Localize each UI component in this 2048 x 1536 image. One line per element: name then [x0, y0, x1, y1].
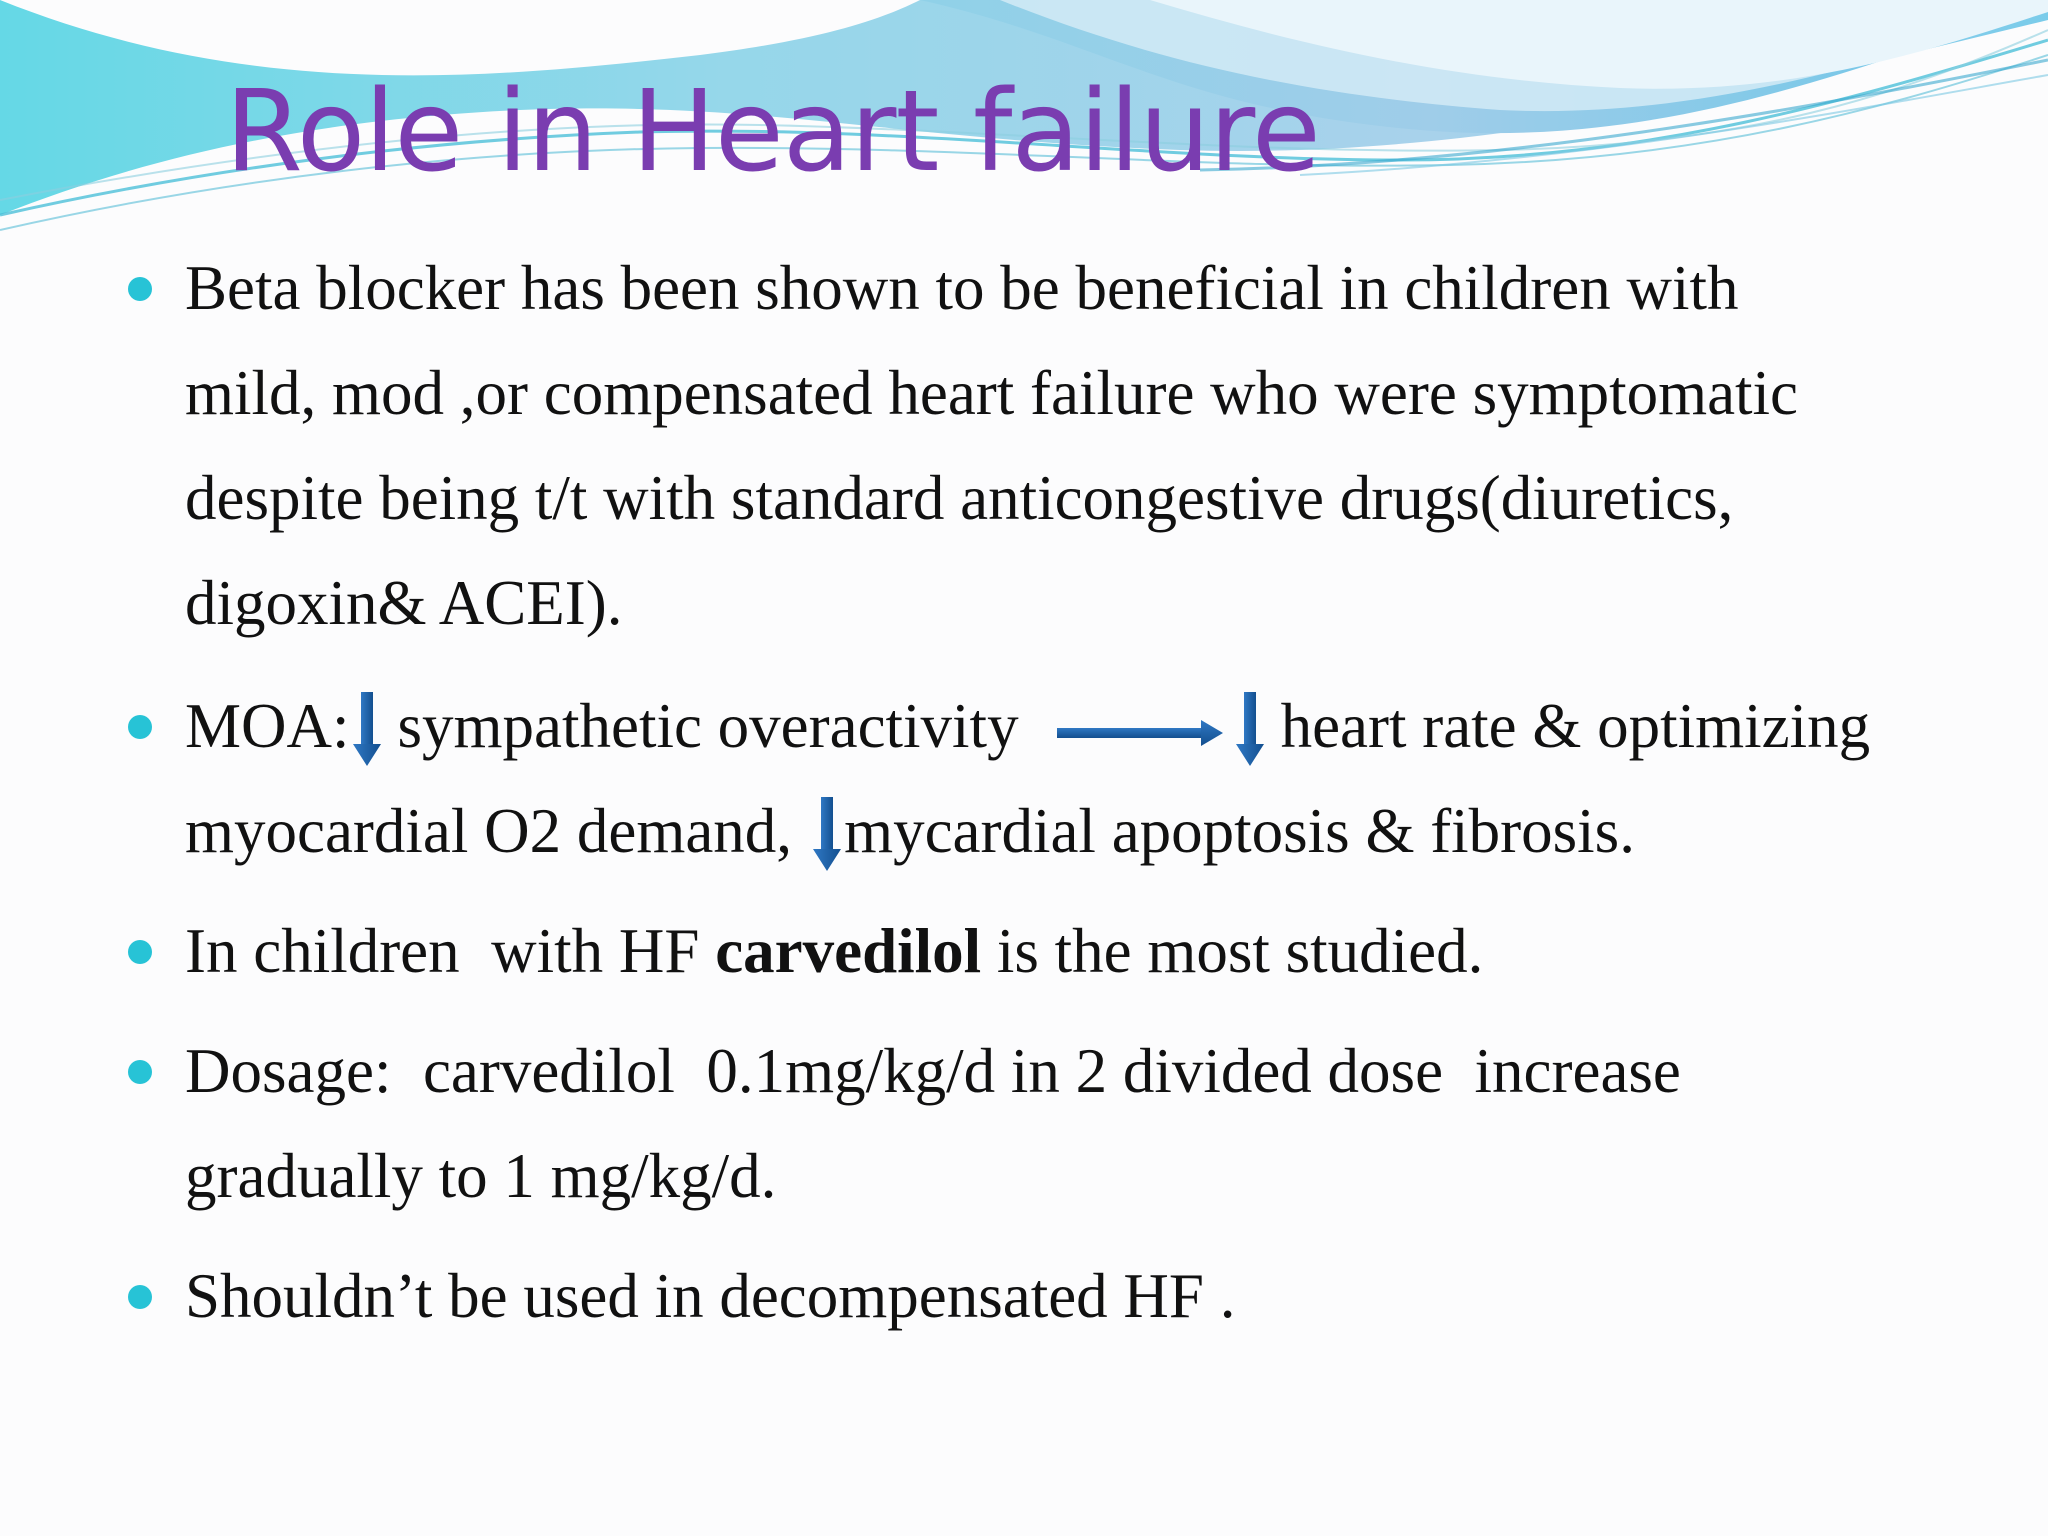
bullet-line: Dosage: carvedilol 0.1mg/kg/d in 2 divided dose increase [185, 1036, 1681, 1106]
bullet-line: gradually to 1 mg/kg/d. [185, 1141, 777, 1211]
right-arrow-icon [1055, 688, 1225, 768]
bullet-icon [128, 715, 152, 739]
drug-name-bold: carvedilol [715, 916, 982, 986]
moa-line-1 [185, 688, 1870, 768]
moa-text: sympathetic overactivity [397, 691, 1019, 761]
bullet-line: despite being t/t with standard anticongestive drugs(diuretics, [185, 463, 1734, 533]
moa-line-2 [185, 793, 1635, 873]
bullet-line: Shouldn’t be used in decompensated HF . [185, 1261, 1236, 1331]
bullet-line [185, 913, 1483, 989]
slide-title: Role in Heart failure [225, 67, 1320, 197]
bullet-text: In children with HF [185, 916, 716, 986]
down-arrow-icon [1233, 688, 1267, 768]
bullet-line: Beta blocker has been shown to be beneficial in children with [185, 253, 1739, 323]
bullet-icon [128, 1060, 152, 1084]
bullet-icon [128, 277, 152, 301]
bullet-icon [128, 1285, 152, 1309]
bullet-line: mild, mod ,or compensated heart failure who were symptomatic [185, 358, 1799, 428]
moa-text: myocardial O2 demand, [185, 796, 793, 866]
down-arrow-icon [350, 688, 384, 768]
down-arrow-icon [810, 793, 844, 873]
moa-text: mycardial apoptosis & fibrosis. [844, 796, 1635, 866]
bullet-icon [128, 940, 152, 964]
moa-text: heart rate & optimizing [1280, 691, 1871, 761]
bullet-text: is the most studied. [981, 916, 1484, 986]
bullet-line: digoxin& ACEI). [185, 568, 623, 638]
moa-label: MOA: [185, 691, 350, 761]
